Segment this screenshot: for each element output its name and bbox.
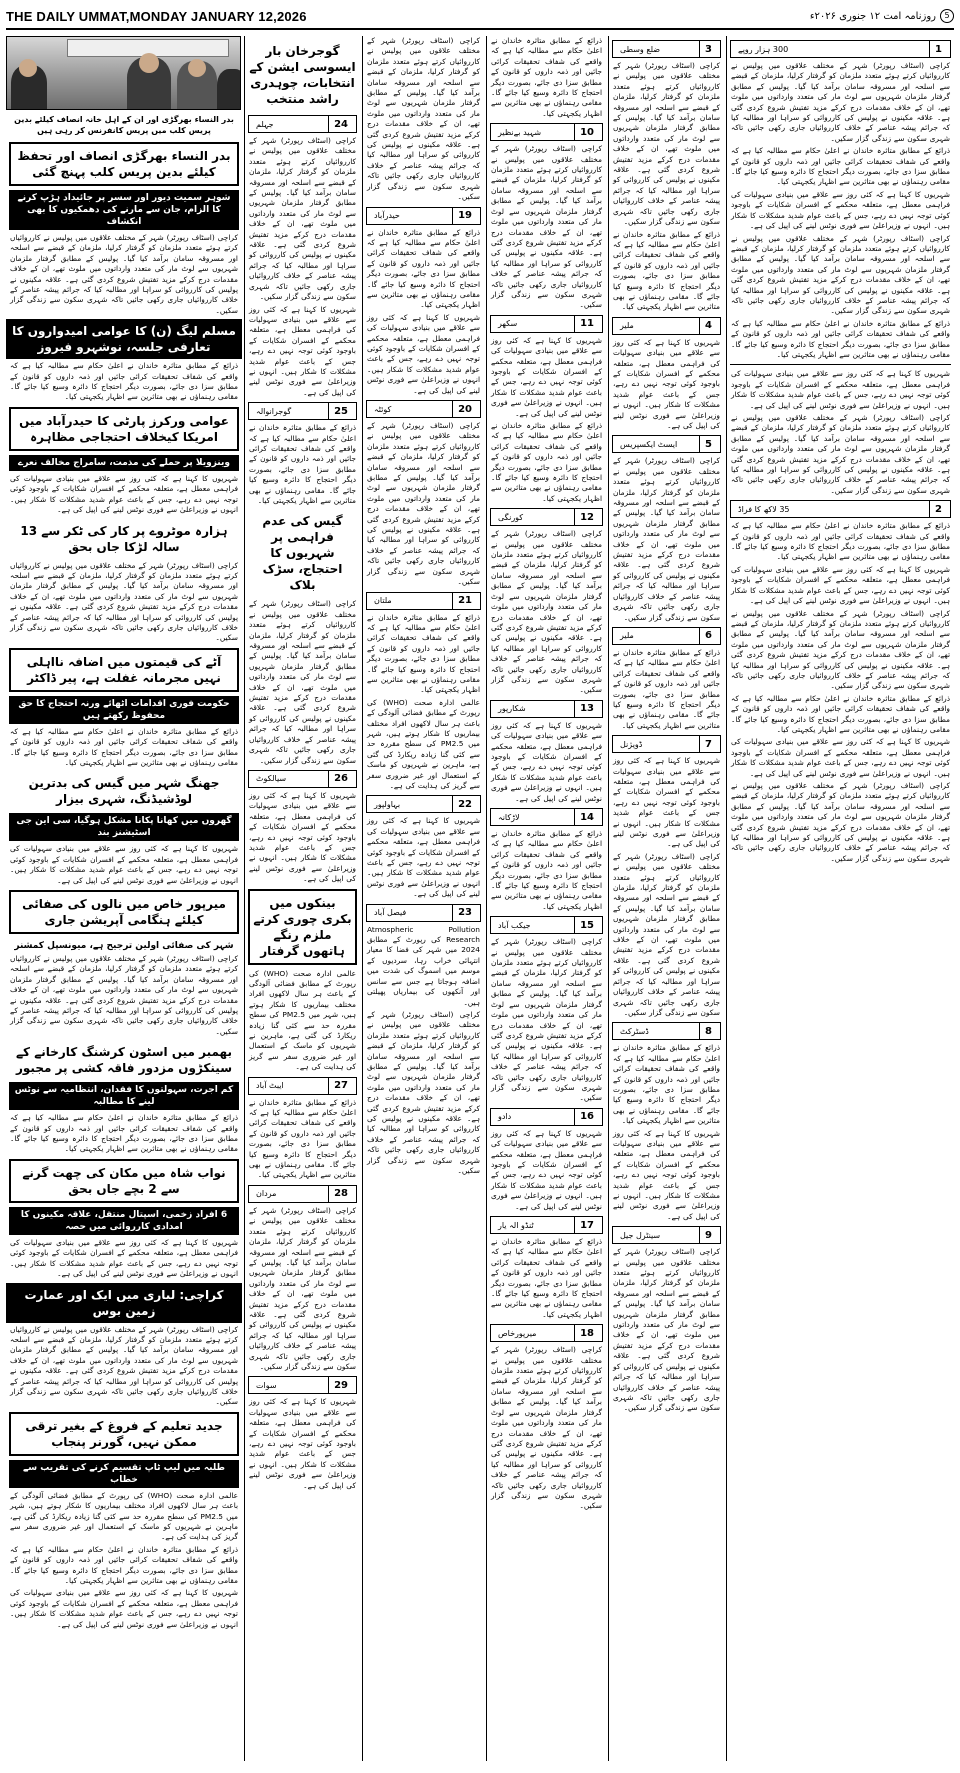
headline-badar: بدر النساء بھرگڑی انصاف اور تحفظ کیلئے بدین پریس کلب پہنچ گئی (9, 142, 239, 186)
story-text: کراچی (اسٹاف رپورٹر) شہر کے مختلف علاقوں میں پولیس نے کارروائیاں کرتے ہوئے متعدد ملزمان کو گرفتار کرلیا، ملزمان کے قبضے سے اسلحہ اور مسروقہ سامان برآمد کیا گیا۔ پولیس کے مطابق گرفتار ملزمان شہریوں سے لوٹ مار کی متعدد وارداتوں میں ملوث تھے، ان کے خلاف مقدمات درج کرکے مزید تفتیش شروع کردی گئی ہے۔ علاقہ مکینوں نے پولیس کی کارروائی کو سراہا اور مطالبہ کیا کہ جرائم پیشہ عناصر کے خلاف کارروائیاں جاری رکھی جائیں تاکہ شہری سکون سے زندگی گزار سکیں۔ (731, 781, 950, 863)
story-text: کراچی (اسٹاف رپورٹر) شہر کے مختلف علاقوں میں پولیس نے کارروائیاں کرتے ہوئے متعدد ملزمان کو گرفتار کرلیا، ملزمان کے قبضے سے اسلحہ اور مسروقہ سامان برآمد کیا گیا۔ پولیس کے مطابق گرفتار ملزمان شہریوں سے لوٹ مار کی متعدد وارداتوں میں ملوث تھے، ان کے خلاف مقدمات درج کرکے مزید تفتیش شروع کردی گئی ہے۔ علاقہ مکینوں نے پولیس کی کارروائی کو سراہا اور مطالبہ کیا کہ جرائم پیشہ عناصر کے خلاف کارروائیاں جاری رکھی جائیں تاکہ شہری سکون سے زندگی گزار سکیں۔ (249, 1205, 356, 1371)
story-text: Atmospheric Pollution Research کی رپورٹ کے مطابق 2024 میں شہر کی فضا کا معیار انتہائی خراب رہا، سردیوں کے موسم میں اسموگ کی شدت میں اضافہ ہوجاتا ہے جس سے سانس اور آنکھوں کی بیماریاں پھیلتی ہیں۔ (367, 924, 480, 1007)
box-number: 10 (574, 124, 599, 140)
story-text: شہریوں کا کہنا ہے کہ کئی روز سے علاقے میں بنیادی سہولیات کی فراہمی معطل ہے، متعلقہ محکمے کے افسران شکایات کے باوجود کوئی توجہ نہیں دے رہے، جس کے باعث عوام شدید مشکلات کا شکار ہیں۔ انہوں نے وزیراعلیٰ سے فوری نوٹس لینے کی اپیل کی ہے۔ (731, 189, 950, 231)
story-text: شہریوں کا کہنا ہے کہ کئی روز سے علاقے میں بنیادی سہولیات کی فراہمی معطل ہے، متعلقہ محکمے کے افسران شکایات کے باوجود کوئی توجہ نہیں دے رہے، جس کے باعث عوام شدید مشکلات کا شکار ہیں۔ انہوں نے وزیراعلیٰ سے فوری نوٹس لینے کی اپیل کی ہے۔ (367, 816, 480, 899)
story-text: ذرائع کے مطابق متاثرہ خاندان نے اعلیٰ حکام سے مطالبہ کیا ہے کہ واقعے کی شفاف تحقیقات کرائی جائیں اور ذمہ داروں کو قانون کے مطابق سزا دی جائے، بصورت دیگر احتجاج کا دائرہ وسیع کیا جائے گا۔ مقامی رہنماؤں نے بھی متاثرین سے اظہار یکجہتی کیا۔ (613, 1043, 720, 1126)
story-text: عالمی ادارہ صحت (WHO) کی رپورٹ کے مطابق فضائی آلودگی کے باعث ہر سال لاکھوں افراد مختلف بیماریوں کا شکار ہوتے ہیں، شہر میں PM2.5 کی سطح مقررہ حد سے کئی گنا زیادہ ریکارڈ کی گئی ہے، ماہرین نے شہریوں کو ماسک کے استعمال اور غیر ضروری سفر سے گریز کی ہدایت کی ہے۔ (10, 1490, 238, 1542)
section-box (248, 1185, 357, 1203)
box-location: حیدرآباد (374, 211, 400, 220)
story-text: ذرائع کے مطابق متاثرہ خاندان نے اعلیٰ حکام سے مطالبہ کیا ہے کہ واقعے کی شفاف تحقیقات کرائی جائیں اور ذمہ داروں کو قانون کے مطابق سزا دی جائے، بصورت دیگر احتجاج کا دائرہ وسیع کیا جائے گا۔ مقامی رہنماؤں نے بھی متاثرین سے اظہار یکجہتی کیا۔ (10, 361, 238, 402)
box-number: 20 (452, 401, 477, 417)
story-text: شہریوں کا کہنا ہے کہ کئی روز سے علاقے میں بنیادی سہولیات کی فراہمی معطل ہے، متعلقہ محکمے کے افسران شکایات کے باوجود کوئی توجہ نہیں دے رہے، جس کے باعث عوام شدید مشکلات کا شکار ہیں۔ انہوں نے وزیراعلیٰ سے فوری نوٹس لینے کی اپیل کی ہے۔ (491, 335, 602, 418)
box-location: سوات (256, 1380, 277, 1390)
box-number: 6 (699, 628, 717, 644)
section-box (490, 808, 603, 826)
box-number: 4 (699, 318, 717, 334)
box-number: 14 (574, 809, 599, 825)
box-location: 300 ہزار روپے (738, 44, 789, 54)
story-text: شہریوں کا کہنا ہے کہ کئی روز سے علاقے میں بنیادی سہولیات کی فراہمی معطل ہے، متعلقہ محکمے کے افسران شکایات کے باوجود کوئی توجہ نہیں دے رہے، جس کے باعث عوام شدید مشکلات کا شکار ہیں۔ انہوں نے وزیراعلیٰ سے فوری نوٹس لینے کی اپیل کی ہے۔ (367, 312, 480, 395)
story-text: شہریوں کا کہنا ہے کہ کئی روز سے علاقے میں بنیادی سہولیات کی فراہمی معطل ہے، متعلقہ محکمے کے افسران شکایات کے باوجود کوئی توجہ نہیں دے رہے، جس کے باعث عوام شدید مشکلات کا شکار ہیں۔ انہوں نے وزیراعلیٰ سے فوری نوٹس لینے کی اپیل کی ہے۔ (10, 1588, 238, 1629)
box-location: کورنگی (498, 512, 524, 522)
story-text: کراچی (اسٹاف رپورٹر) شہر کے مختلف علاقوں میں پولیس نے کارروائیاں کرتے ہوئے متعدد ملزمان کو گرفتار کرلیا، ملزمان کے قبضے سے اسلحہ اور مسروقہ سامان برآمد کیا گیا۔ پولیس کے مطابق گرفتار ملزمان شہریوں سے لوٹ مار کی متعدد وارداتوں میں ملوث تھے، ان کے خلاف مقدمات درج کرکے مزید تفتیش شروع کردی گئی ہے۔ علاقہ مکینوں نے پولیس کی کارروائی کو سراہا اور مطالبہ کیا کہ جرائم پیشہ عناصر کے خلاف کارروائیاں جاری رکھی جائیں تاکہ شہری سکون سے زندگی گزار سکیں۔ (613, 61, 720, 227)
section-box (248, 402, 357, 420)
story-text: کراچی (اسٹاف رپورٹر) شہر کے مختلف علاقوں میں پولیس نے کارروائیاں کرتے ہوئے متعدد ملزمان کو گرفتار کرلیا، ملزمان کے قبضے سے اسلحہ اور مسروقہ سامان برآمد کیا گیا۔ پولیس کے مطابق گرفتار ملزمان شہریوں سے لوٹ مار کی متعدد وارداتوں میں ملوث تھے، ان کے خلاف مقدمات درج کرکے مزید تفتیش شروع کردی گئی ہے۔ علاقہ مکینوں نے پولیس کی کارروائی کو سراہا اور مطالبہ کیا کہ جرائم پیشہ عناصر کے خلاف کارروائیاں جاری رکھی جائیں تاکہ شہری سکون سے زندگی گزار سکیں۔ (613, 851, 720, 1017)
box-location: ملیر (620, 321, 634, 331)
section-box (248, 1077, 357, 1095)
story-text: کراچی (اسٹاف رپورٹر) شہر کے مختلف علاقوں میں پولیس نے کارروائیاں کرتے ہوئے متعدد ملزمان کو گرفتار کرلیا، ملزمان کے قبضے سے اسلحہ اور مسروقہ سامان برآمد کیا گیا۔ پولیس کے مطابق گرفتار ملزمان شہریوں سے لوٹ مار کی متعدد وارداتوں میں ملوث تھے، ان کے خلاف مقدمات درج کرکے مزید تفتیش شروع کردی گئی ہے۔ علاقہ مکینوں نے پولیس کی کارروائی کو سراہا اور مطالبہ کیا کہ جرائم پیشہ عناصر کے خلاف کارروائیاں جاری رکھی جائیں تاکہ شہری سکون سے زندگی گزار سکیں۔ (367, 36, 480, 202)
story-text: ذرائع کے مطابق متاثرہ خاندان نے اعلیٰ حکام سے مطالبہ کیا ہے کہ واقعے کی شفاف تحقیقات کرائی جائیں اور ذمہ داروں کو قانون کے مطابق سزا دی جائے، بصورت دیگر احتجاج کا دائرہ وسیع کیا جائے گا۔ مقامی رہنماؤں نے بھی متاثرین سے اظہار یکجہتی کیا۔ (731, 693, 950, 734)
box-number: 3 (699, 41, 717, 57)
box-location: شکارپور (498, 704, 526, 714)
section-box (612, 735, 721, 753)
story-text: کراچی (اسٹاف رپورٹر) شہر کے مختلف علاقوں میں پولیس نے کارروائیاں کرتے ہوئے متعدد ملزمان کو گرفتار کرلیا، ملزمان کے قبضے سے اسلحہ اور مسروقہ سامان برآمد کیا گیا۔ پولیس کے مطابق گرفتار ملزمان شہریوں سے لوٹ مار کی متعدد وارداتوں میں ملوث تھے، ان کے خلاف مقدمات درج کرکے مزید تفتیش شروع کردی گئی ہے۔ علاقہ مکینوں نے پولیس کی کارروائی کو سراہا اور مطالبہ کیا کہ جرائم پیشہ عناصر کے خلاف کارروائیاں جاری رکھی جائیں تاکہ شہری سکون سے زندگی گزار سکیں۔ (367, 1009, 480, 1175)
deck-bhimber: کم اجرت، سہولتوں کا فقدان، انتظامیہ سے نوٹس لینے کا مطالبہ (9, 1082, 239, 1110)
box-number: 2 (929, 501, 947, 517)
box-number: 18 (574, 1325, 599, 1341)
story-text: کراچی (اسٹاف رپورٹر) شہر کے مختلف علاقوں میں پولیس نے کارروائیاں کرتے ہوئے متعدد ملزمان کو گرفتار کرلیا، ملزمان کے قبضے سے اسلحہ اور مسروقہ سامان برآمد کیا گیا۔ پولیس کے مطابق گرفتار ملزمان شہریوں سے لوٹ مار کی متعدد وارداتوں میں ملوث تھے، ان کے خلاف مقدمات درج کرکے مزید تفتیش شروع کردی گئی ہے۔ علاقہ مکینوں نے پولیس کی کارروائی کو سراہا اور مطالبہ کیا کہ جرائم پیشہ عناصر کے خلاف کارروائیاں جاری رکھی جائیں تاکہ شہری سکون سے زندگی گزار سکیں۔ (491, 144, 602, 310)
box-number: 16 (574, 1109, 599, 1125)
story-text: کراچی (اسٹاف رپورٹر) شہر کے مختلف علاقوں میں پولیس نے کارروائیاں کرتے ہوئے متعدد ملزمان کو گرفتار کرلیا، ملزمان کے قبضے سے اسلحہ اور مسروقہ سامان برآمد کیا گیا۔ پولیس کے مطابق گرفتار ملزمان شہریوں سے لوٹ مار کی متعدد وارداتوں میں ملوث تھے، ان کے خلاف مقدمات درج کرکے مزید تفتیش شروع کردی گئی ہے۔ علاقہ مکینوں نے پولیس کی کارروائی کو سراہا اور مطالبہ کیا کہ جرائم پیشہ عناصر کے خلاف کارروائیاں جاری رکھی جائیں تاکہ شہری سکون سے زندگی گزار سکیں۔ (10, 954, 238, 1036)
box-location: شہید بےنظیر (498, 127, 542, 137)
story-text: کراچی (اسٹاف رپورٹر) شہر کے مختلف علاقوں میں پولیس نے کارروائیاں کرتے ہوئے متعدد ملزمان کو گرفتار کرلیا، ملزمان کے قبضے سے اسلحہ اور مسروقہ سامان برآمد کیا گیا۔ پولیس کے مطابق گرفتار ملزمان شہریوں سے لوٹ مار کی متعدد وارداتوں میں ملوث تھے، ان کے خلاف مقدمات درج کرکے مزید تفتیش شروع کردی گئی ہے۔ علاقہ مکینوں نے پولیس کی کارروائی کو سراہا اور مطالبہ کیا کہ جرائم پیشہ عناصر کے خلاف کارروائیاں جاری رکھی جائیں تاکہ شہری سکون سے زندگی گزار سکیں۔ (491, 529, 602, 695)
box-number: 24 (328, 116, 353, 132)
section-box (612, 1022, 721, 1040)
story-text: ذرائع کے مطابق متاثرہ خاندان نے اعلیٰ حکام سے مطالبہ کیا ہے کہ واقعے کی شفاف تحقیقات کرائی جائیں اور ذمہ داروں کو قانون کے مطابق سزا دی جائے، بصورت دیگر احتجاج کا دائرہ وسیع کیا جائے گا۔ مقامی رہنماؤں نے بھی متاثرین سے اظہار یکجہتی کیا۔ (249, 423, 356, 505)
section-box (366, 400, 481, 418)
masthead-urdu-text: روزنامہ امت ۱۲ جنوری ۲۰۲۶ء (809, 10, 936, 22)
box-location: ملیر (620, 631, 634, 641)
story-text: کراچی (اسٹاف رپورٹر) شہر کے مختلف علاقوں میں پولیس نے کارروائیاں کرتے ہوئے متعدد ملزمان کو گرفتار کرلیا، ملزمان کے قبضے سے اسلحہ اور مسروقہ سامان برآمد کیا گیا۔ پولیس کے مطابق گرفتار ملزمان شہریوں سے لوٹ مار کی متعدد وارداتوں میں ملوث تھے، ان کے خلاف مقدمات درج کرکے مزید تفتیش شروع کردی گئی ہے۔ علاقہ مکینوں نے پولیس کی کارروائی کو سراہا اور مطالبہ کیا کہ جرائم پیشہ عناصر کے خلاف کارروائیاں جاری رکھی جائیں تاکہ شہری سکون سے زندگی گزار سکیں۔ (731, 61, 950, 143)
story-text: ذرائع کے مطابق متاثرہ خاندان نے اعلیٰ حکام سے مطالبہ کیا ہے کہ واقعے کی شفاف تحقیقات کرائی جائیں اور ذمہ داروں کو قانون کے مطابق سزا دی جائے، بصورت دیگر احتجاج کا دائرہ وسیع کیا جائے گا۔ مقامی رہنماؤں نے بھی متاثرین سے اظہار یکجہتی کیا۔ (491, 829, 602, 911)
story-text: کراچی (اسٹاف رپورٹر) شہر کے مختلف علاقوں میں پولیس نے کارروائیاں کرتے ہوئے متعدد ملزمان کو گرفتار کرلیا، ملزمان کے قبضے سے اسلحہ اور مسروقہ سامان برآمد کیا گیا۔ پولیس کے مطابق گرفتار ملزمان شہریوں سے لوٹ مار کی متعدد وارداتوں میں ملوث تھے، ان کے خلاف مقدمات درج کرکے مزید تفتیش شروع کردی گئی ہے۔ علاقہ مکینوں نے پولیس کی کارروائی کو سراہا اور مطالبہ کیا کہ جرائم پیشہ عناصر کے خلاف کارروائیاں جاری رکھی جائیں تاکہ شہری سکون سے زندگی گزار سکیں۔ (731, 413, 950, 495)
story-text: کراچی (اسٹاف رپورٹر) شہر کے مختلف علاقوں میں پولیس نے کارروائیاں کرتے ہوئے متعدد ملزمان کو گرفتار کرلیا، ملزمان کے قبضے سے اسلحہ اور مسروقہ سامان برآمد کیا گیا۔ پولیس کے مطابق گرفتار ملزمان شہریوں سے لوٹ مار کی متعدد وارداتوں میں ملوث تھے، ان کے خلاف مقدمات درج کرکے مزید تفتیش شروع کردی گئی ہے۔ علاقہ مکینوں نے پولیس کی کارروائی کو سراہا اور مطالبہ کیا کہ جرائم پیشہ عناصر کے خلاف کارروائیاں جاری رکھی جائیں تاکہ شہری سکون سے زندگی گزار سکیں۔ (10, 560, 238, 643)
box-location: کوئٹہ (374, 404, 392, 414)
box-number: 12 (574, 509, 599, 525)
box-location: سکھر (498, 319, 518, 329)
section-box (366, 795, 481, 813)
box-number: 13 (574, 701, 599, 717)
box-number: 27 (328, 1078, 353, 1094)
box-location: دادو (498, 1112, 512, 1122)
masthead-english: THE DAILY UMMAT,MONDAY JANUARY 12,2026 (6, 8, 307, 24)
deck-mirpur: شہر کی صفائی اولین ترجیح ہے، میونسپل کمشنر (14, 941, 234, 951)
section-box (366, 904, 481, 922)
story-text: کراچی (اسٹاف رپورٹر) شہر کے مختلف علاقوں میں پولیس نے کارروائیاں کرتے ہوئے متعدد ملزمان کو گرفتار کرلیا، ملزمان کے قبضے سے اسلحہ اور مسروقہ سامان برآمد کیا گیا۔ پولیس کے مطابق گرفتار ملزمان شہریوں سے لوٹ مار کی متعدد وارداتوں میں ملوث تھے، ان کے خلاف مقدمات درج کرکے مزید تفتیش شروع کردی گئی ہے۔ علاقہ مکینوں نے پولیس کی کارروائی کو سراہا اور مطالبہ کیا کہ جرائم پیشہ عناصر کے خلاف کارروائیاں جاری رکھی جائیں تاکہ شہری سکون سے زندگی گزار سکیں۔ (491, 1345, 602, 1511)
box-location: جیکب آباد (498, 920, 531, 930)
story-text: کراچی (اسٹاف رپورٹر) شہر کے مختلف علاقوں میں پولیس نے کارروائیاں کرتے ہوئے متعدد ملزمان کو گرفتار کرلیا، ملزمان کے قبضے سے اسلحہ اور مسروقہ سامان برآمد کیا گیا۔ پولیس کے مطابق گرفتار ملزمان شہریوں سے لوٹ مار کی متعدد وارداتوں میں ملوث تھے، ان کے خلاف مقدمات درج کرکے مزید تفتیش شروع کردی گئی ہے۔ علاقہ مکینوں نے پولیس کی کارروائی کو سراہا اور مطالبہ کیا کہ جرائم پیشہ عناصر کے خلاف کارروائیاں جاری رکھی جائیں تاکہ شہری سکون سے زندگی گزار سکیں۔ (367, 421, 480, 587)
story-text: کراچی (اسٹاف رپورٹر) شہر کے مختلف علاقوں میں پولیس نے کارروائیاں کرتے ہوئے متعدد ملزمان کو گرفتار کرلیا، ملزمان کے قبضے سے اسلحہ اور مسروقہ سامان برآمد کیا گیا۔ پولیس کے مطابق گرفتار ملزمان شہریوں سے لوٹ مار کی متعدد وارداتوں میں ملوث تھے، ان کے خلاف مقدمات درج کرکے مزید تفتیش شروع کردی گئی ہے۔ علاقہ مکینوں نے پولیس کی کارروائی کو سراہا اور مطالبہ کیا کہ جرائم پیشہ عناصر کے خلاف کارروائیاں جاری رکھی جائیں تاکہ شہری سکون سے زندگی گزار سکیں۔ (491, 937, 602, 1103)
story-text: ذرائع کے مطابق متاثرہ خاندان نے اعلیٰ حکام سے مطالبہ کیا ہے کہ واقعے کی شفاف تحقیقات کرائی جائیں اور ذمہ داروں کو قانون کے مطابق سزا دی جائے، بصورت دیگر احتجاج کا دائرہ وسیع کیا جائے گا۔ مقامی رہنماؤں نے بھی متاثرین سے اظہار یکجہتی کیا۔ (491, 36, 602, 118)
story-text: شہریوں کا کہنا ہے کہ کئی روز سے علاقے میں بنیادی سہولیات کی فراہمی معطل ہے، متعلقہ محکمے کے افسران شکایات کے باوجود کوئی توجہ نہیں دے رہے، جس کے باعث عوام شدید مشکلات کا شکار ہیں۔ انہوں نے وزیراعلیٰ سے فوری نوٹس لینے کی اپیل کی ہے۔ (249, 790, 356, 884)
headline-atta: آٹے کی قیمتوں میں اضافہ نااہلی نہیں مجرمانہ غفلت ہے، پیر ڈاکٹر (9, 648, 239, 692)
box-location: 35 لاکھ کا فراڈ (738, 504, 790, 514)
headline-jadeed: جدید تعلیم کے فروغ کے بغیر ترقی ممکن نہیں، گورنر پنجاب (9, 1412, 239, 1456)
column-3 (362, 36, 484, 1761)
press-conference-photo (6, 36, 241, 110)
section-box (730, 40, 951, 58)
masthead-urdu (810, 9, 954, 23)
story-text: ذرائع کے مطابق متاثرہ خاندان نے اعلیٰ حکام سے مطالبہ کیا ہے کہ واقعے کی شفاف تحقیقات کرائی جائیں اور ذمہ داروں کو قانون کے مطابق سزا دی جائے، بصورت دیگر احتجاج کا دائرہ وسیع کیا جائے گا۔ مقامی رہنماؤں نے بھی متاثرین سے اظہار یکجہتی کیا۔ (731, 318, 950, 359)
story-text: کراچی (اسٹاف رپورٹر) شہر کے مختلف علاقوں میں پولیس نے کارروائیاں کرتے ہوئے متعدد ملزمان کو گرفتار کرلیا، ملزمان کے قبضے سے اسلحہ اور مسروقہ سامان برآمد کیا گیا۔ پولیس کے مطابق گرفتار ملزمان شہریوں سے لوٹ مار کی متعدد وارداتوں میں ملوث تھے، ان کے خلاف مقدمات درج کرکے مزید تفتیش شروع کردی گئی ہے۔ علاقہ مکینوں نے پولیس کی کارروائی کو سراہا اور مطالبہ کیا کہ جرائم پیشہ عناصر کے خلاف کارروائیاں جاری رکھی جائیں تاکہ شہری سکون سے زندگی گزار سکیں۔ (249, 136, 356, 302)
box-number: 23 (452, 905, 477, 921)
section-box (248, 770, 357, 788)
story-text: ذرائع کے مطابق متاثرہ خاندان نے اعلیٰ حکام سے مطالبہ کیا ہے کہ واقعے کی شفاف تحقیقات کرائی جائیں اور ذمہ داروں کو قانون کے مطابق سزا دی جائے، بصورت دیگر احتجاج کا دائرہ وسیع کیا جائے گا۔ مقامی رہنماؤں نے بھی متاثرین سے اظہار یکجہتی کیا۔ (613, 647, 720, 730)
section-box (612, 435, 721, 453)
story-text: شہریوں کا کہنا ہے کہ کئی روز سے علاقے میں بنیادی سہولیات کی فراہمی معطل ہے، متعلقہ محکمے کے افسران شکایات کے باوجود کوئی توجہ نہیں دے رہے، جس کے باعث عوام شدید مشکلات کا شکار ہیں۔ انہوں نے وزیراعلیٰ سے فوری نوٹس لینے کی اپیل کی ہے۔ (10, 473, 238, 515)
column-4 (486, 36, 606, 1761)
headline-bank: بینکوں میں بکری چوری کرتے ملزم رنگے ہاتھوں گرفتار (248, 889, 357, 965)
section-box (612, 40, 721, 58)
story-text: ذرائع کے مطابق متاثرہ خاندان نے اعلیٰ حکام سے مطالبہ کیا ہے کہ واقعے کی شفاف تحقیقات کرائی جائیں اور ذمہ داروں کو قانون کے مطابق سزا دی جائے، بصورت دیگر احتجاج کا دائرہ وسیع کیا جائے گا۔ مقامی رہنماؤں نے بھی متاثرین سے اظہار یکجہتی کیا۔ (367, 612, 480, 695)
section-box (490, 1108, 603, 1126)
story-text: شہریوں کا کہنا ہے کہ کئی روز سے علاقے میں بنیادی سہولیات کی فراہمی معطل ہے، متعلقہ محکمے کے افسران شکایات کے باوجود کوئی توجہ نہیں دے رہے، جس کے باعث عوام شدید مشکلات کا شکار ہیں۔ انہوں نے وزیراعلیٰ سے فوری نوٹس لینے کی اپیل کی ہے۔ (491, 1128, 602, 1211)
section-box (366, 592, 481, 610)
column-6 (726, 36, 954, 1761)
box-location: ڈویژنل (620, 739, 643, 749)
box-location: ڈسٹرکٹ (620, 1026, 649, 1036)
deck-jhang: گھروں میں کھانا پکانا مشکل ہوگیا، سی این جی اسٹیشنز بند (9, 813, 239, 841)
deck-atta: حکومت فوری اقدامات اٹھائے ورنہ احتجاج کا حق محفوظ رکھتے ہیں (9, 696, 239, 724)
section-box (490, 916, 603, 934)
story-text: ذرائع کے مطابق متاثرہ خاندان نے اعلیٰ حکام سے مطالبہ کیا ہے کہ واقعے کی شفاف تحقیقات کرائی جائیں اور ذمہ داروں کو قانون کے مطابق سزا دی جائے، بصورت دیگر احتجاج کا دائرہ وسیع کیا جائے گا۔ مقامی رہنماؤں نے بھی متاثرین سے اظہار یکجہتی کیا۔ (731, 146, 950, 187)
section-box (612, 317, 721, 335)
story-text: شہریوں کا کہنا ہے کہ کئی روز سے علاقے میں بنیادی سہولیات کی فراہمی معطل ہے، متعلقہ محکمے کے افسران شکایات کے باوجود کوئی توجہ نہیں دے رہے، جس کے باعث عوام شدید مشکلات کا شکار ہیں۔ انہوں نے وزیراعلیٰ سے فوری نوٹس لینے کی اپیل کی ہے۔ (731, 737, 950, 778)
story-text: شہریوں کا کہنا ہے کہ کئی روز سے علاقے میں بنیادی سہولیات کی فراہمی معطل ہے، متعلقہ محکمے کے افسران شکایات کے باوجود کوئی توجہ نہیں دے رہے، جس کے باعث عوام شدید مشکلات کا شکار ہیں۔ انہوں نے وزیراعلیٰ سے فوری نوٹس لینے کی اپیل کی ہے۔ (10, 1237, 238, 1279)
newspaper-page (6, 4, 954, 1765)
section-box (730, 500, 951, 518)
section-box (490, 508, 603, 526)
box-number: 25 (328, 403, 353, 419)
story-text: ذرائع کے مطابق متاثرہ خاندان نے اعلیٰ حکام سے مطالبہ کیا ہے کہ واقعے کی شفاف تحقیقات کرائی جائیں اور ذمہ داروں کو قانون کے مطابق سزا دی جائے، بصورت دیگر احتجاج کا دائرہ وسیع کیا جائے گا۔ مقامی رہنماؤں نے بھی متاثرین سے اظہار یکجہتی کیا۔ (10, 1544, 238, 1585)
story-text: ذرائع کے مطابق متاثرہ خاندان نے اعلیٰ حکام سے مطالبہ کیا ہے کہ واقعے کی شفاف تحقیقات کرائی جائیں اور ذمہ داروں کو قانون کے مطابق سزا دی جائے، بصورت دیگر احتجاج کا دائرہ وسیع کیا جائے گا۔ مقامی رہنماؤں نے بھی متاثرین سے اظہار یکجہتی کیا۔ (10, 726, 238, 767)
box-location: ملتان (374, 596, 392, 605)
section-box (490, 315, 603, 333)
box-location: لاڑکانہ (498, 812, 520, 822)
story-text: عالمی ادارہ صحت (WHO) کی رپورٹ کے مطابق فضائی آلودگی کے باعث ہر سال لاکھوں افراد مختلف بیماریوں کا شکار ہوتے ہیں، شہر میں PM2.5 کی سطح مقررہ حد سے کئی گنا زیادہ ریکارڈ کی گئی ہے، ماہرین نے شہریوں کو ماسک کے استعمال اور غیر ضروری سفر سے گریز کی ہدایت کی ہے۔ (367, 697, 480, 790)
story-text: کراچی (اسٹاف رپورٹر) شہر کے مختلف علاقوں میں پولیس نے کارروائیاں کرتے ہوئے متعدد ملزمان کو گرفتار کرلیا، ملزمان کے قبضے سے اسلحہ اور مسروقہ سامان برآمد کیا گیا۔ پولیس کے مطابق گرفتار ملزمان شہریوں سے لوٹ مار کی متعدد وارداتوں میں ملوث تھے، ان کے خلاف مقدمات درج کرکے مزید تفتیش شروع کردی گئی ہے۔ علاقہ مکینوں نے پولیس کی کارروائی کو سراہا اور مطالبہ کیا کہ جرائم پیشہ عناصر کے خلاف کارروائیاں جاری رکھی جائیں تاکہ شہری سکون سے زندگی گزار سکیں۔ (613, 456, 720, 622)
story-text: شہریوں کا کہنا ہے کہ کئی روز سے علاقے میں بنیادی سہولیات کی فراہمی معطل ہے، متعلقہ محکمے کے افسران شکایات کے باوجود کوئی توجہ نہیں دے رہے، جس کے باعث عوام شدید مشکلات کا شکار ہیں۔ انہوں نے وزیراعلیٰ سے فوری نوٹس لینے کی اپیل کی ہے۔ (613, 756, 720, 849)
story-text: ذرائع کے مطابق متاثرہ خاندان نے اعلیٰ حکام سے مطالبہ کیا ہے کہ واقعے کی شفاف تحقیقات کرائی جائیں اور ذمہ داروں کو قانون کے مطابق سزا دی جائے، بصورت دیگر احتجاج کا دائرہ وسیع کیا جائے گا۔ مقامی رہنماؤں نے بھی متاثرین سے اظہار یکجہتی کیا۔ (249, 1097, 356, 1180)
section-box (490, 123, 603, 141)
story-text: شہریوں کا کہنا ہے کہ کئی روز سے علاقے میں بنیادی سہولیات کی فراہمی معطل ہے، متعلقہ محکمے کے افسران شکایات کے باوجود کوئی توجہ نہیں دے رہے، جس کے باعث عوام شدید مشکلات کا شکار ہیں۔ انہوں نے وزیراعلیٰ سے فوری نوٹس لینے کی اپیل کی ہے۔ (10, 844, 238, 885)
box-number: 26 (328, 771, 353, 787)
box-number: 9 (699, 1227, 717, 1243)
section-box (490, 1324, 603, 1342)
story-text: ذرائع کے مطابق متاثرہ خاندان نے اعلیٰ حکام سے مطالبہ کیا ہے کہ واقعے کی شفاف تحقیقات کرائی جائیں اور ذمہ داروں کو قانون کے مطابق سزا دی جائے، بصورت دیگر احتجاج کا دائرہ وسیع کیا جائے گا۔ مقامی رہنماؤں نے بھی متاثرین سے اظہار یکجہتی کیا۔ (731, 521, 950, 562)
headline-awami: عوامی ورکرز پارٹی کا حیدرآباد میں امریکا کیخلاف احتجاجی مظاہرہ (9, 407, 239, 451)
section-box (612, 627, 721, 645)
section-box (366, 207, 481, 225)
story-text: شہریوں کا کہنا ہے کہ کئی روز سے علاقے میں بنیادی سہولیات کی فراہمی معطل ہے، متعلقہ محکمے کے افسران شکایات کے باوجود کوئی توجہ نہیں دے رہے، جس کے باعث عوام شدید مشکلات کا شکار ہیں۔ انہوں نے وزیراعلیٰ سے فوری نوٹس لینے کی اپیل کی ہے۔ (731, 564, 950, 606)
section-box (490, 700, 603, 718)
story-text: کراچی (اسٹاف رپورٹر) شہر کے مختلف علاقوں میں پولیس نے کارروائیاں کرتے ہوئے متعدد ملزمان کو گرفتار کرلیا، ملزمان کے قبضے سے اسلحہ اور مسروقہ سامان برآمد کیا گیا۔ پولیس کے مطابق گرفتار ملزمان شہریوں سے لوٹ مار کی متعدد وارداتوں میں ملوث تھے، ان کے خلاف مقدمات درج کرکے مزید تفتیش شروع کردی گئی ہے۔ علاقہ مکینوں نے پولیس کی کارروائی کو سراہا اور مطالبہ کیا کہ جرائم پیشہ عناصر کے خلاف کارروائیاں جاری رکھی جائیں تاکہ شہری سکون سے زندگی گزار سکیں۔ (731, 233, 950, 316)
box-location: مردان (256, 1189, 277, 1199)
story-text: شہریوں کا کہنا ہے کہ کئی روز سے علاقے میں بنیادی سہولیات کی فراہمی معطل ہے، متعلقہ محکمے کے افسران شکایات کے باوجود کوئی توجہ نہیں دے رہے، جس کے باعث عوام شدید مشکلات کا شکار ہیں۔ انہوں نے وزیراعلیٰ سے فوری نوٹس لینے کی اپیل کی ہے۔ (613, 1128, 720, 1221)
box-location: ایسٹ ایکسپریس (620, 439, 678, 449)
deck-nawab: 6 افراد زخمی، اسپتال منتقل، علاقہ مکینوں کا امدادی کارروائی میں حصہ (9, 1207, 239, 1235)
box-location: سینٹرل جیل (620, 1230, 661, 1240)
story-text: ذرائع کے مطابق متاثرہ خاندان نے اعلیٰ حکام سے مطالبہ کیا ہے کہ واقعے کی شفاف تحقیقات کرائی جائیں اور ذمہ داروں کو قانون کے مطابق سزا دی جائے، بصورت دیگر احتجاج کا دائرہ وسیع کیا جائے گا۔ مقامی رہنماؤں نے بھی متاثرین سے اظہار یکجہتی کیا۔ (491, 421, 602, 503)
box-location: گوجرانوالہ (256, 406, 292, 416)
headline-hazara: ہزارہ موٹروے پر کار کی ٹکر سے 13 سالہ لڑکا جاں بحق (20, 523, 228, 554)
box-number: 7 (699, 736, 717, 752)
box-number: 28 (328, 1186, 353, 1202)
box-location: ایبٹ آباد (256, 1081, 284, 1091)
box-number: 22 (452, 796, 477, 812)
section-box (612, 1226, 721, 1244)
box-location: ضلع وسطی (620, 44, 661, 54)
divider (730, 364, 951, 365)
deck-jadeed: طلبہ میں لیپ ٹاپ تقسیم کرنے کی تقریب سے خطاب (9, 1460, 239, 1488)
headline-gujar: گوجرخان بار ایسوسی ایشن کے انتخابات، چوہدری راشد منتخب (249, 44, 356, 106)
deck-awami: وینزویلا پر حملے کی مذمت، سامراج مخالف نعرے (9, 455, 239, 471)
headline-mirpur: میرپور خاص میں نالوں کی صفائی کیلئے ہنگامی آپریشن جاری (9, 890, 239, 934)
headline-muslim: مسلم لیگ (ن) کا عوامی امیدواروں کا تعارفی جلسہ، نوشہرو فیروز (6, 319, 242, 359)
story-text: کراچی (اسٹاف رپورٹر) شہر کے مختلف علاقوں میں پولیس نے کارروائیاں کرتے ہوئے متعدد ملزمان کو گرفتار کرلیا، ملزمان کے قبضے سے اسلحہ اور مسروقہ سامان برآمد کیا گیا۔ پولیس کے مطابق گرفتار ملزمان شہریوں سے لوٹ مار کی متعدد وارداتوں میں ملوث تھے، ان کے خلاف مقدمات درج کرکے مزید تفتیش شروع کردی گئی ہے۔ علاقہ مکینوں نے پولیس کی کارروائی کو سراہا اور مطالبہ کیا کہ جرائم پیشہ عناصر کے خلاف کارروائیاں جاری رکھی جائیں تاکہ شہری سکون سے زندگی گزار سکیں۔ (613, 1247, 720, 1413)
box-number: 15 (574, 917, 599, 933)
story-text: کراچی (اسٹاف رپورٹر) شہر کے مختلف علاقوں میں پولیس نے کارروائیاں کرتے ہوئے متعدد ملزمان کو گرفتار کرلیا، ملزمان کے قبضے سے اسلحہ اور مسروقہ سامان برآمد کیا گیا۔ پولیس کے مطابق گرفتار ملزمان شہریوں سے لوٹ مار کی متعدد وارداتوں میں ملوث تھے، ان کے خلاف مقدمات درج کرکے مزید تفتیش شروع کردی گئی ہے۔ علاقہ مکینوں نے پولیس کی کارروائی کو سراہا اور مطالبہ کیا کہ جرائم پیشہ عناصر کے خلاف کارروائیاں جاری رکھی جائیں تاکہ شہری سکون سے زندگی گزار سکیں۔ (10, 1324, 238, 1407)
box-location: جہلم (256, 119, 274, 129)
headline-nawab: نواب شاہ میں مکان کی چھت گرنے سے 2 بچے جاں بحق (9, 1159, 239, 1203)
box-location: ٹنڈو الہ یار (498, 1220, 534, 1230)
section-box (490, 1216, 603, 1234)
story-text: شہریوں کا کہنا ہے کہ کئی روز سے علاقے میں بنیادی سہولیات کی فراہمی معطل ہے، متعلقہ محکمے کے افسران شکایات کے باوجود کوئی توجہ نہیں دے رہے، جس کے باعث عوام شدید مشکلات کا شکار ہیں۔ انہوں نے وزیراعلیٰ سے فوری نوٹس لینے کی اپیل کی ہے۔ (613, 337, 720, 430)
story-text: شہریوں کا کہنا ہے کہ کئی روز سے علاقے میں بنیادی سہولیات کی فراہمی معطل ہے، متعلقہ محکمے کے افسران شکایات کے باوجود کوئی توجہ نہیں دے رہے، جس کے باعث عوام شدید مشکلات کا شکار ہیں۔ انہوں نے وزیراعلیٰ سے فوری نوٹس لینے کی اپیل کی ہے۔ (731, 369, 950, 410)
headline-karachi: کراچی: لیاری میں ایک اور عمارت زمین بوس (6, 1283, 242, 1323)
box-number: 21 (452, 593, 477, 609)
story-text: ذرائع کے مطابق متاثرہ خاندان نے اعلیٰ حکام سے مطالبہ کیا ہے کہ واقعے کی شفاف تحقیقات کرائی جائیں اور ذمہ داروں کو قانون کے مطابق سزا دی جائے، بصورت دیگر احتجاج کا دائرہ وسیع کیا جائے گا۔ مقامی رہنماؤں نے بھی متاثرین سے اظہار یکجہتی کیا۔ (367, 227, 480, 310)
box-number: 19 (452, 208, 477, 224)
box-location: بہاولپور (374, 799, 401, 809)
column-2 (244, 36, 360, 1761)
story-text: کراچی (اسٹاف رپورٹر) شہر کے مختلف علاقوں میں پولیس نے کارروائیاں کرتے ہوئے متعدد ملزمان کو گرفتار کرلیا، ملزمان کے قبضے سے اسلحہ اور مسروقہ سامان برآمد کیا گیا۔ پولیس کے مطابق گرفتار ملزمان شہریوں سے لوٹ مار کی متعدد وارداتوں میں ملوث تھے، ان کے خلاف مقدمات درج کرکے مزید تفتیش شروع کردی گئی ہے۔ علاقہ مکینوں نے پولیس کی کارروائی کو سراہا اور مطالبہ کیا کہ جرائم پیشہ عناصر کے خلاف کارروائیاں جاری رکھی جائیں تاکہ شہری سکون سے زندگی گزار سکیں۔ (249, 599, 356, 765)
story-text: شہریوں کا کہنا ہے کہ کئی روز سے علاقے میں بنیادی سہولیات کی فراہمی معطل ہے، متعلقہ محکمے کے افسران شکایات کے باوجود کوئی توجہ نہیں دے رہے، جس کے باعث عوام شدید مشکلات کا شکار ہیں۔ انہوں نے وزیراعلیٰ سے فوری نوٹس لینے کی اپیل کی ہے۔ (249, 304, 356, 397)
story-text: شہریوں کا کہنا ہے کہ کئی روز سے علاقے میں بنیادی سہولیات کی فراہمی معطل ہے، متعلقہ محکمے کے افسران شکایات کے باوجود کوئی توجہ نہیں دے رہے، جس کے باعث عوام شدید مشکلات کا شکار ہیں۔ انہوں نے وزیراعلیٰ سے فوری نوٹس لینے کی اپیل کی ہے۔ (249, 1397, 356, 1490)
headline-jhang: جھنگ شہر میں گیس کی بدترین لوڈشیڈنگ، شہری بیزار (28, 776, 220, 807)
box-number: 5 (699, 436, 717, 452)
page-number: 5 (940, 9, 954, 23)
story-text: عالمی ادارہ صحت (WHO) کی رپورٹ کے مطابق فضائی آلودگی کے باعث ہر سال لاکھوں افراد مختلف بیماریوں کا شکار ہوتے ہیں، شہر میں PM2.5 کی سطح مقررہ حد سے کئی گنا زیادہ ریکارڈ کی گئی ہے، ماہرین نے شہریوں کو ماسک کے استعمال اور غیر ضروری سفر سے گریز کی ہدایت کی ہے۔ (249, 968, 356, 1072)
column-front (6, 112, 242, 1762)
box-location: میرپورخاص (498, 1328, 537, 1338)
box-number: 8 (699, 1023, 717, 1039)
box-number: 11 (574, 316, 599, 332)
story-text: شہریوں کا کہنا ہے کہ کئی روز سے علاقے میں بنیادی سہولیات کی فراہمی معطل ہے، متعلقہ محکمے کے افسران شکایات کے باوجود کوئی توجہ نہیں دے رہے، جس کے باعث عوام شدید مشکلات کا شکار ہیں۔ انہوں نے وزیراعلیٰ سے فوری نوٹس لینے کی اپیل کی ہے۔ (491, 720, 602, 803)
photo-caption: بدر النساء بھرگڑی اور ان کے اہل خانہ انصاف کیلئے بدین پریس کلب میں پریس کانفرنس کر رہی ہیں (14, 115, 234, 135)
story-text: کراچی (اسٹاف رپورٹر) شہر کے مختلف علاقوں میں پولیس نے کارروائیاں کرتے ہوئے متعدد ملزمان کو گرفتار کرلیا، ملزمان کے قبضے سے اسلحہ اور مسروقہ سامان برآمد کیا گیا۔ پولیس کے مطابق گرفتار ملزمان شہریوں سے لوٹ مار کی متعدد وارداتوں میں ملوث تھے، ان کے خلاف مقدمات درج کرکے مزید تفتیش شروع کردی گئی ہے۔ علاقہ مکینوں نے پولیس کی کارروائی کو سراہا اور مطالبہ کیا کہ جرائم پیشہ عناصر کے خلاف کارروائیاں جاری رکھی جائیں تاکہ شہری سکون سے زندگی گزار سکیں۔ (731, 608, 950, 691)
story-text: ذرائع کے مطابق متاثرہ خاندان نے اعلیٰ حکام سے مطالبہ کیا ہے کہ واقعے کی شفاف تحقیقات کرائی جائیں اور ذمہ داروں کو قانون کے مطابق سزا دی جائے، بصورت دیگر احتجاج کا دائرہ وسیع کیا جائے گا۔ مقامی رہنماؤں نے بھی متاثرین سے اظہار یکجہتی کیا۔ (491, 1237, 602, 1319)
box-number: 1 (929, 41, 947, 57)
story-text: کراچی (اسٹاف رپورٹر) شہر کے مختلف علاقوں میں پولیس نے کارروائیاں کرتے ہوئے متعدد ملزمان کو گرفتار کرلیا، ملزمان کے قبضے سے اسلحہ اور مسروقہ سامان برآمد کیا گیا۔ پولیس کے مطابق گرفتار ملزمان شہریوں سے لوٹ مار کی متعدد وارداتوں میں ملوث تھے، ان کے خلاف مقدمات درج کرکے مزید تفتیش شروع کردی گئی ہے۔ علاقہ مکینوں نے پولیس کی کارروائی کو سراہا اور مطالبہ کیا کہ جرائم پیشہ عناصر کے خلاف کارروائیاں جاری رکھی جائیں تاکہ شہری سکون سے زندگی گزار سکیں۔ (10, 233, 238, 315)
section-box (248, 115, 357, 133)
headline-bhimber: بھمبر میں اسٹون کرشنگ کارخانے کے سینکڑوں مزدور فاقہ کشی پر مجبور (15, 1045, 232, 1076)
section-box (248, 1376, 357, 1394)
box-location: فیصل آباد (374, 908, 407, 918)
box-number: 17 (574, 1217, 599, 1233)
story-text: ذرائع کے مطابق متاثرہ خاندان نے اعلیٰ حکام سے مطالبہ کیا ہے کہ واقعے کی شفاف تحقیقات کرائی جائیں اور ذمہ داروں کو قانون کے مطابق سزا دی جائے، بصورت دیگر احتجاج کا دائرہ وسیع کیا جائے گا۔ مقامی رہنماؤں نے بھی متاثرین سے اظہار یکجہتی کیا۔ (10, 1113, 238, 1154)
deck-badar: شوہر سمیت دیور اور سسر پر جائیداد ہڑپ کرنے کا الزام، جان سے مارنے کی دھمکیوں کا بھی انکشاف (9, 190, 239, 230)
box-location: سیالکوٹ (256, 774, 287, 784)
column-5 (608, 36, 724, 1761)
box-number: 29 (328, 1377, 353, 1393)
headline-gas: گیس کی عدم فراہمی پر شہریوں کا احتجاج، سڑک بلاک (262, 514, 343, 593)
masthead (6, 4, 954, 30)
story-text: ذرائع کے مطابق متاثرہ خاندان نے اعلیٰ حکام سے مطالبہ کیا ہے کہ واقعے کی شفاف تحقیقات کرائی جائیں اور ذمہ داروں کو قانون کے مطابق سزا دی جائے، بصورت دیگر احتجاج کا دائرہ وسیع کیا جائے گا۔ مقامی رہنماؤں نے بھی متاثرین سے اظہار یکجہتی کیا۔ (613, 229, 720, 312)
